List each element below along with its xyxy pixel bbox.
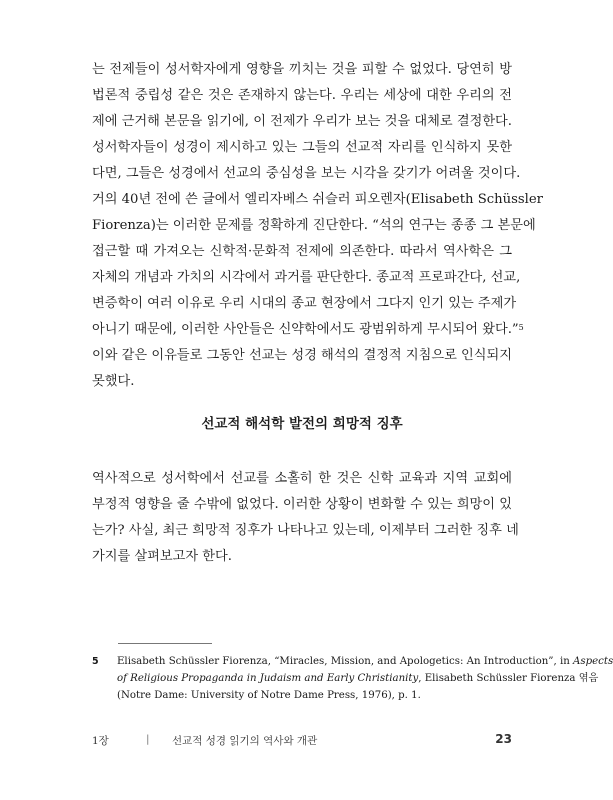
page-number: 23 xyxy=(495,732,512,746)
text-line: 접근할 때 가져오는 신학적·문화적 전제에 의존한다. 따라서 역사학은 그 xyxy=(92,244,512,259)
text-line: 다면, 그들은 성경에서 선교의 중심성을 보는 시각을 갖기가 어려울 것이다. xyxy=(92,166,521,181)
text-line-with-footnote-ref xyxy=(92,317,524,343)
footnote-divider xyxy=(118,643,212,644)
text-line: 는 전제들이 성서학자에게 영향을 끼치는 것을 피할 수 없었다. 당연히 방 xyxy=(92,62,512,77)
footnote-reference[interactable]: 5 xyxy=(518,323,524,332)
footnote-editor: , Elisabeth Schüssler Fiorenza 엮음 xyxy=(418,673,599,684)
section-heading: 선교적 해석학 발전의 희망적 징후 xyxy=(201,416,403,432)
footer-separator: | xyxy=(146,733,150,745)
text-line: 이와 같은 이유들로 그동안 선교는 성경 해석의 결정적 지침으로 인식되지 xyxy=(92,348,512,363)
text-line: 자체의 개념과 가치의 시각에서 과거를 판단한다. 종교적 프로파간다, 선교, xyxy=(92,270,521,285)
paragraph-2 xyxy=(92,466,519,570)
footnote-book-title: Aspects xyxy=(573,656,613,667)
footnote-line: (Notre Dame: University of Notre Dame Press, 1976), p. 1. xyxy=(117,690,421,701)
chapter-label: 1장 xyxy=(92,735,109,747)
footnote-text xyxy=(117,653,613,704)
text-line: 못했다. xyxy=(92,374,135,389)
text-line: 변증학이 여러 이유로 우리 시대의 종교 현장에서 그다지 인기 있는 주제가 xyxy=(92,296,517,311)
footnote-book-title: of Religious Propaganda in Judaism and Early Christianity xyxy=(117,673,419,684)
footnote xyxy=(92,653,613,704)
footnote-citation: Elisabeth Schüssler Fiorenza, “Miracles, Mission, and Apologetics: An Introduction”, in xyxy=(117,656,574,667)
text-line: 아니기 때문에, 이러한 사안들은 신약학에서도 광범위하게 무시되어 왔다.” xyxy=(92,322,519,337)
running-title: 선교적 성경 읽기의 역사와 개관 xyxy=(172,735,318,747)
text-line: 거의 40년 전에 쓴 글에서 엘리자베스 쉬슬러 피오렌자(Elisabeth Schüssler xyxy=(92,192,543,207)
text-line: 는가? 사실, 최근 희망적 징후가 나타나고 있는데, 이제부터 그러한 징후 네 xyxy=(92,523,519,538)
text-line: 역사적으로 성서학에서 선교를 소홀히 한 것은 신학 교육과 지역 교회에 xyxy=(92,471,512,486)
text-line: 가지를 살펴보고자 한다. xyxy=(92,549,232,564)
text-line: 성서학자들이 성경이 제시하고 있는 그들의 선교적 자리를 인식하지 못한 xyxy=(92,140,512,155)
text-line: Fiorenza)는 이러한 문제를 정확하게 진단한다. “석의 연구는 종종 그 본문에 xyxy=(92,218,536,233)
footnote-line xyxy=(117,670,599,687)
text-line: 법론적 중립성 같은 것은 존재하지 않는다. 우리는 세상에 대한 우리의 전 xyxy=(92,88,512,103)
text-line: 제에 근거해 본문을 읽기에, 이 전제가 우리가 보는 것을 대체로 결정한다. xyxy=(92,114,512,129)
footnote-number: 5 xyxy=(92,656,99,667)
page-footer xyxy=(92,733,512,751)
text-line: 부정적 영향을 줄 수밖에 없었다. 이러한 상황이 변화할 수 있는 희망이 있 xyxy=(92,497,512,512)
footnote-line xyxy=(117,653,613,670)
paragraph-1 xyxy=(92,57,543,395)
